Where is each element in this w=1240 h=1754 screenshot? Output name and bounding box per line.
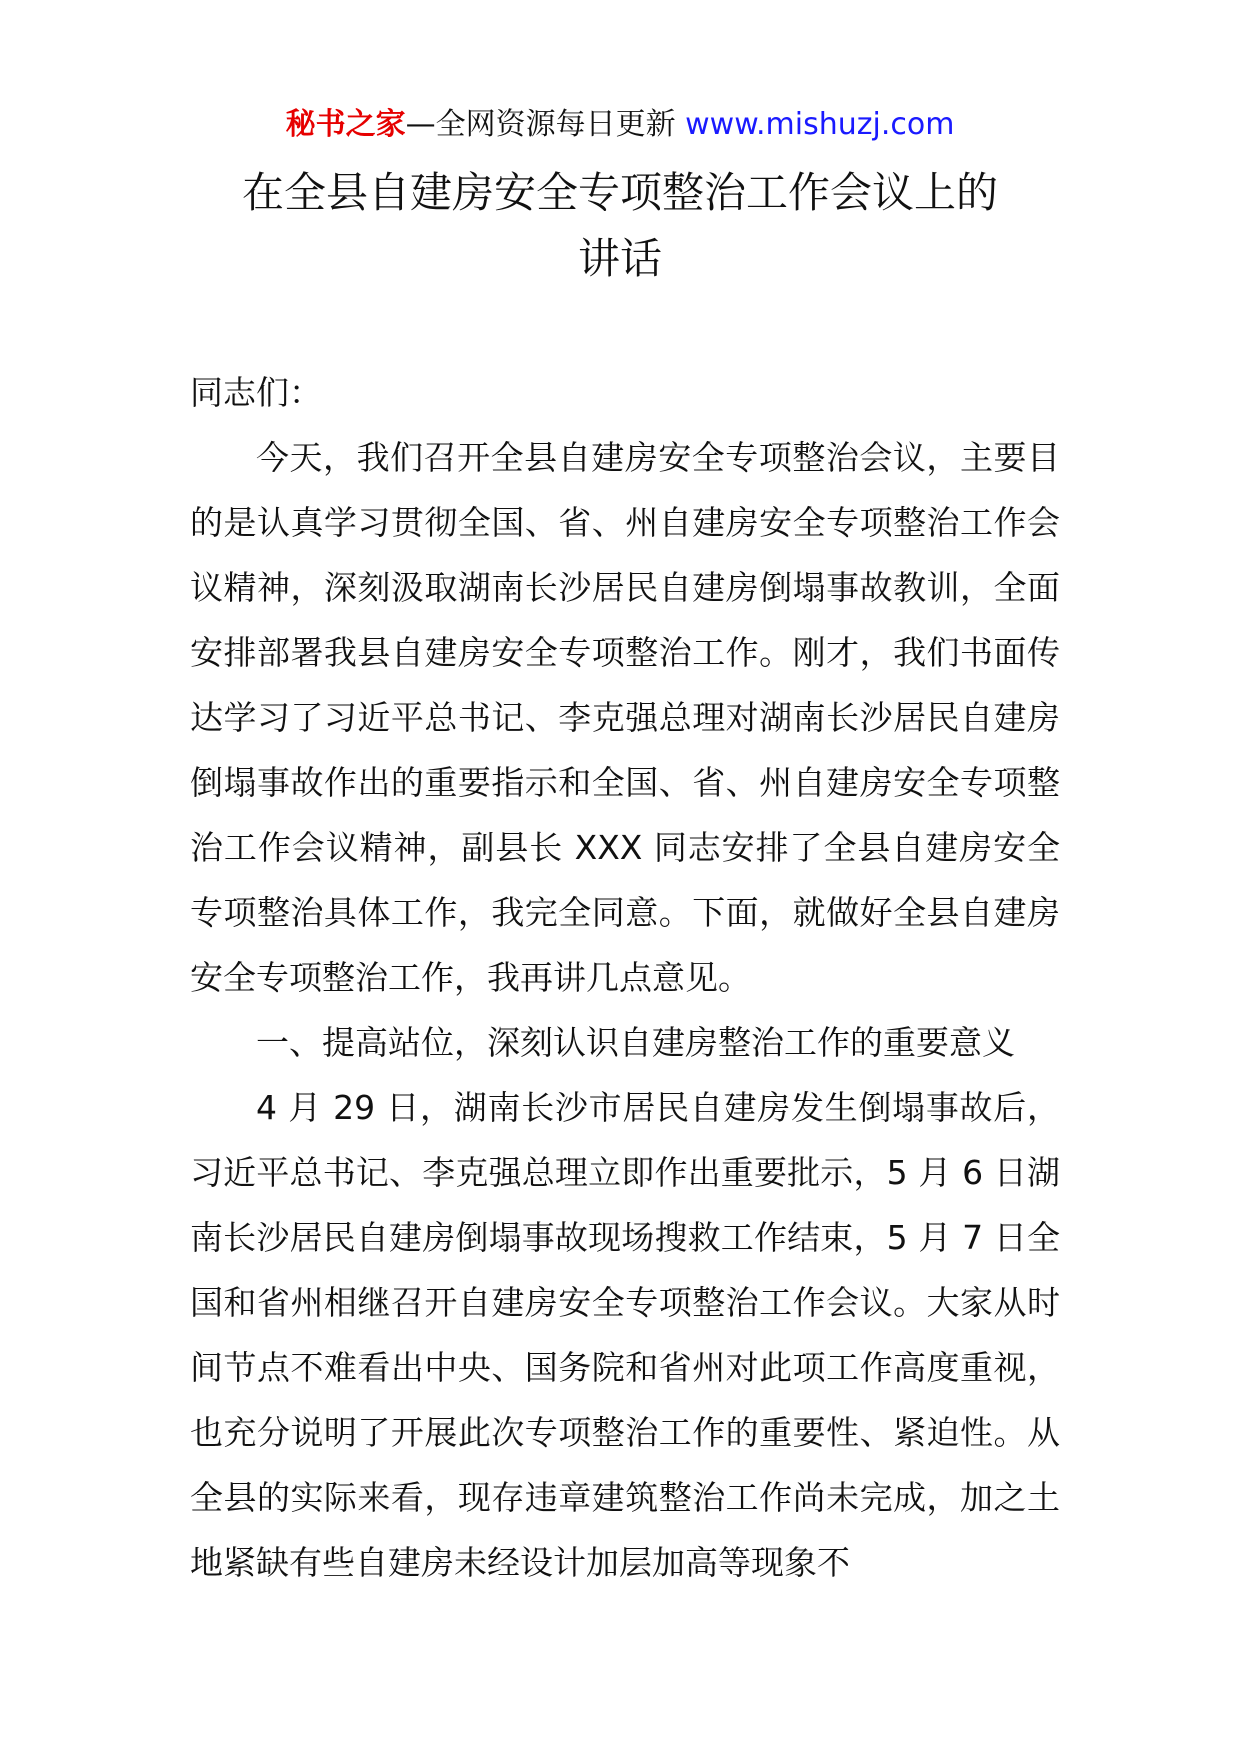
paragraph-intro: 今天，我们召开全县自建房安全专项整治会议，主要目的是认真学习贯彻全国、省、州自建房安全专项整治工作会议精神，深刻汲取湖南长沙居民自建房倒塌事故教训，全面安排部署我县自建房安全专项整治工作。刚才，我们书面传达学习了习近平总书记、李克强总理对湖南长沙居民自建房倒塌事故作出的重要指示和全国、省、州自建房安全专项整治工作会议精神，副县长 XXX 同志安排了全县自建房安全专项整治具体工作，我完全同意。下面，就做好全县自建房安全专项整治工作，我再讲几点意见。 <box>190 438 1060 997</box>
site-header <box>0 100 1240 150</box>
site-url-link[interactable]: www.mishuzj.com <box>685 107 955 142</box>
document-title <box>150 160 1090 292</box>
document-body <box>190 360 1060 1595</box>
header-slogan: —全网资源每日更新 <box>405 107 686 142</box>
title-line-1: 在全县自建房安全专项整治工作会议上的 <box>241 168 998 217</box>
section-heading-1: 一、提高站位，深刻认识自建房整治工作的重要意义 <box>256 1023 1015 1062</box>
paragraph-section-1: 4 月 29 日，湖南长沙市居民自建房发生倒塌事故后，习近平总书记、李克强总理立即作出重要批示，5 月 6 日湖南长沙居民自建房倒塌事故现场搜救工作结束，5 月 7 日全国和省州相继召开自建房安全专项整治工作会议。大家从时间节点不难看出中央、国务院和省州对此项工作高度重视，也充分说明了开展此次专项整治工作的重要性、紧迫性。从全县的实际来看，现存违章建筑整治工作尚未完成，加之土地紧缺有些自建房未经设计加层加高等现象不 <box>190 1088 1060 1582</box>
title-line-2: 讲话 <box>577 234 662 283</box>
salutation: 同志们： <box>190 373 322 412</box>
brand-name: 秘书之家 <box>285 107 406 142</box>
